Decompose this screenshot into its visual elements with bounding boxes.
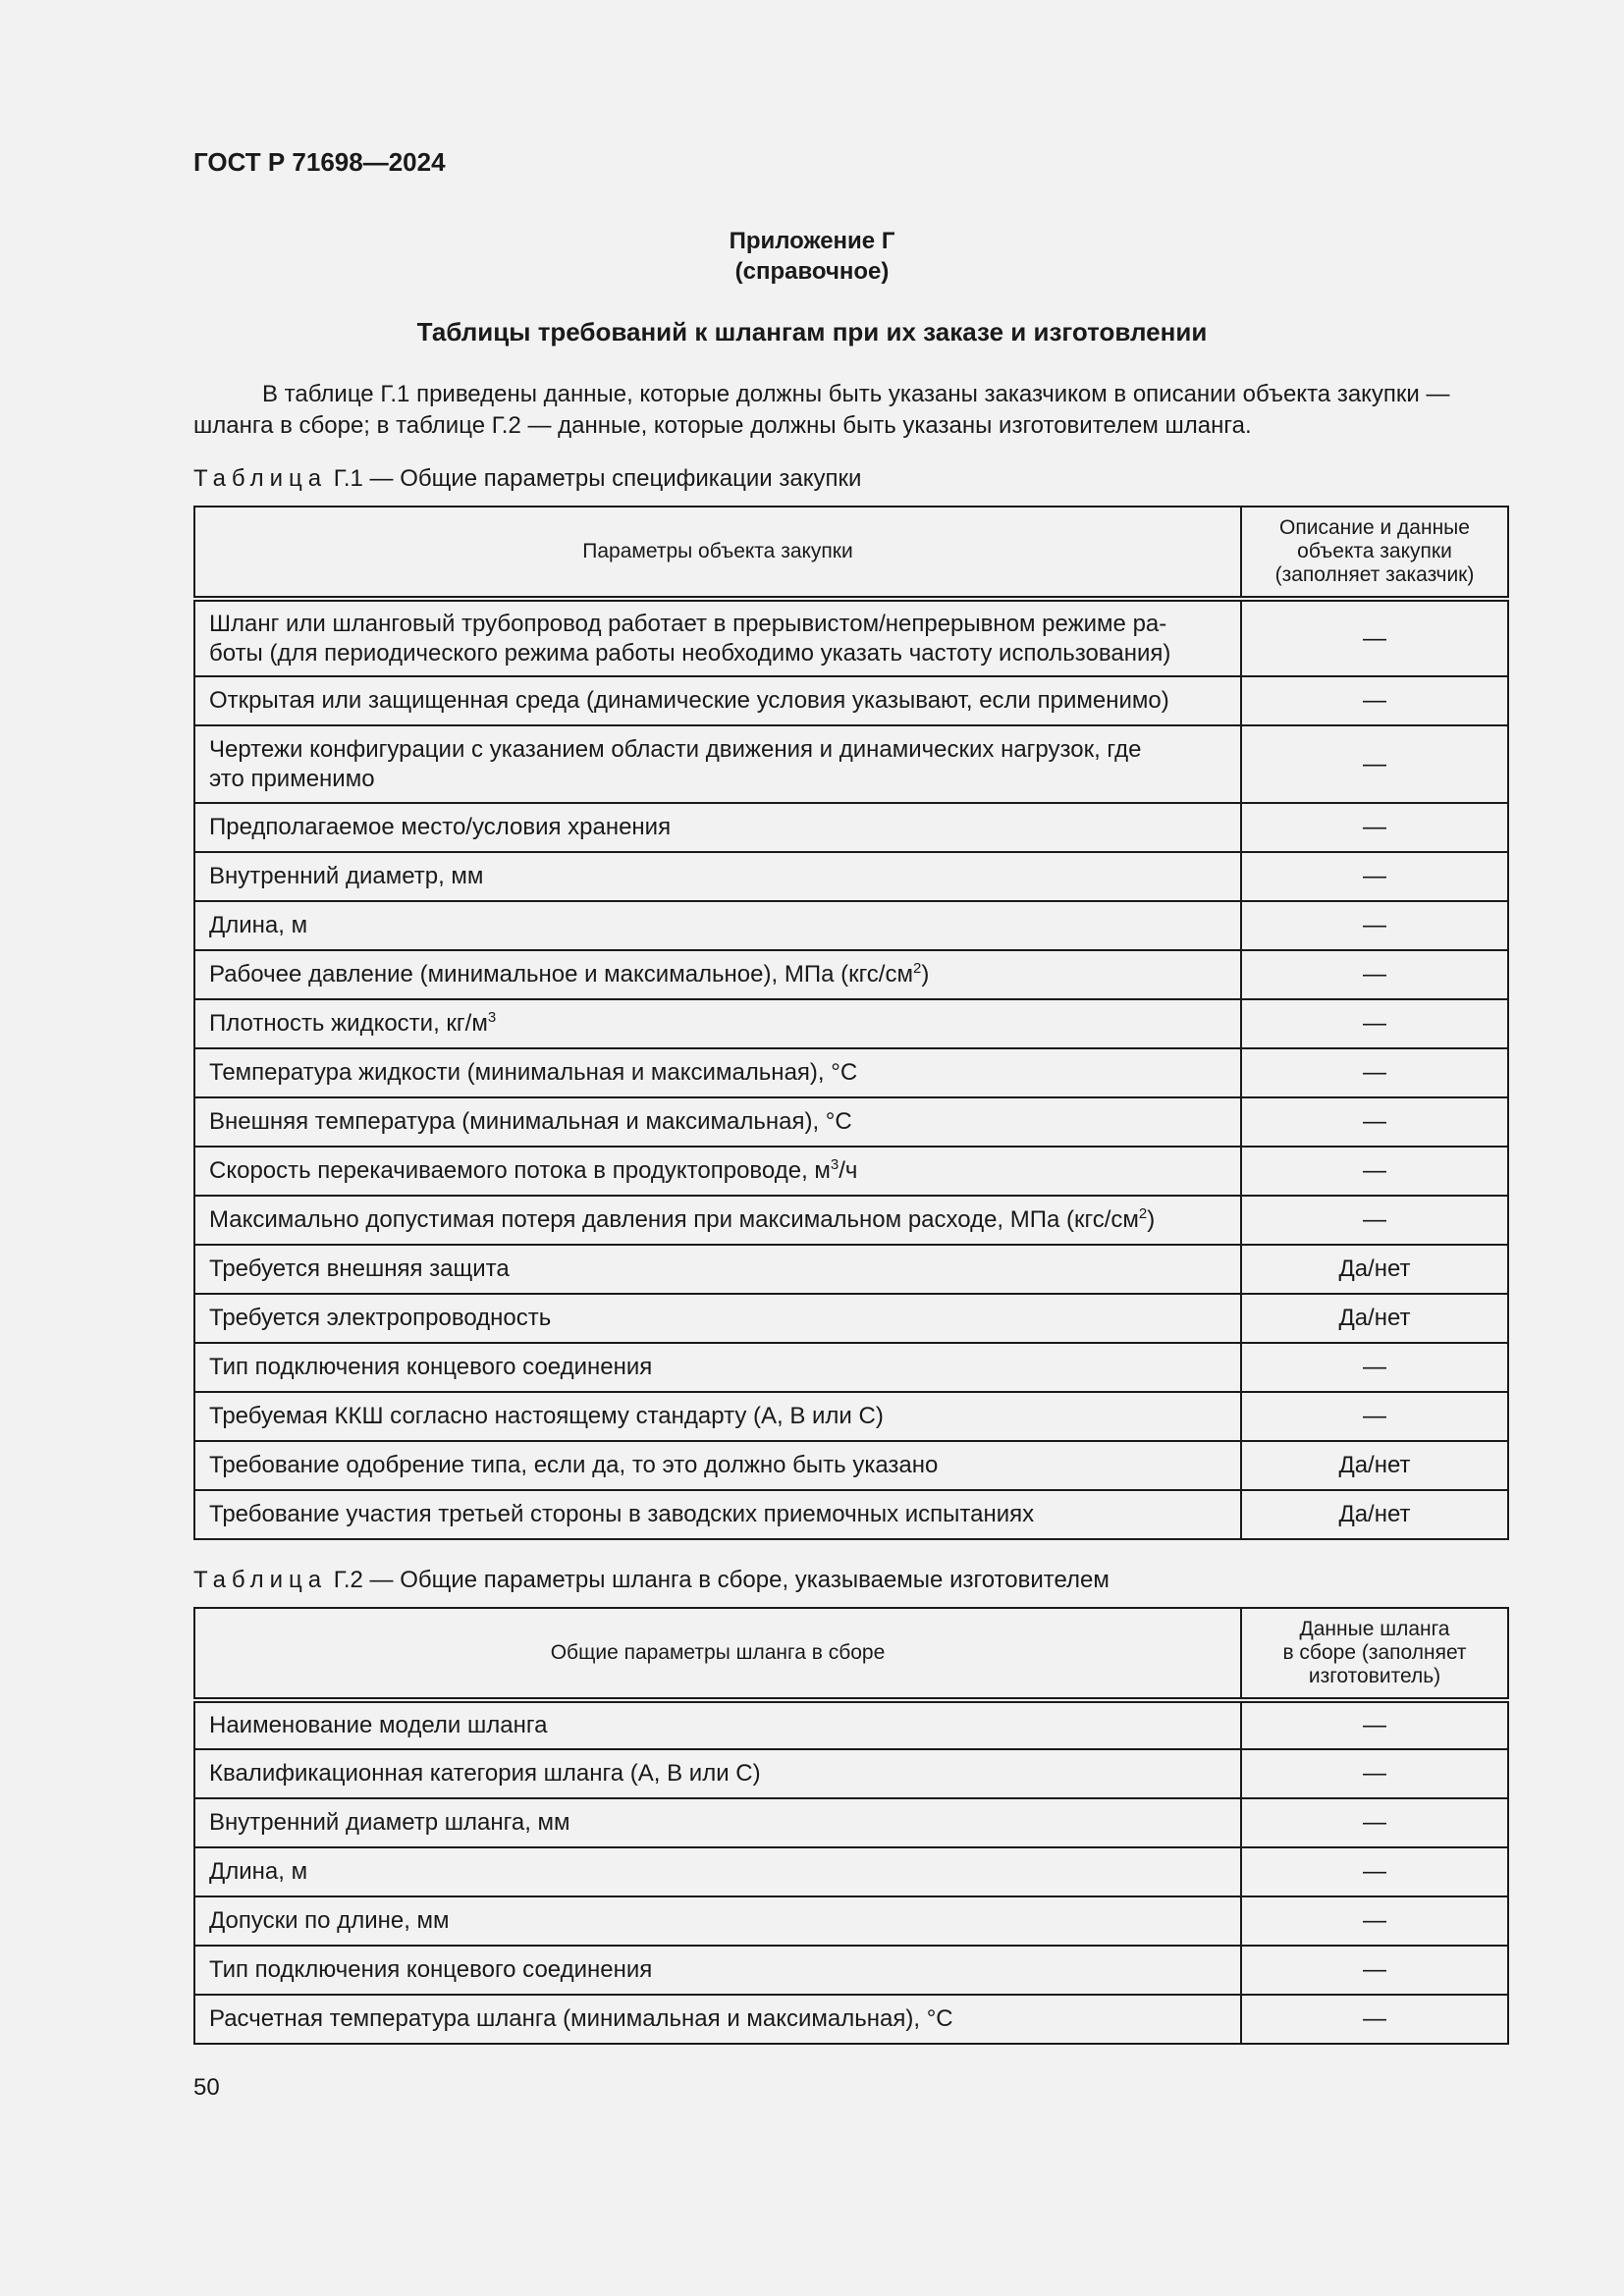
table-cell-value: —: [1241, 803, 1508, 852]
intro-line-1: В таблице Г.1 приведены данные, которые должны быть указаны заказчиком в описании объекта закупки —: [262, 381, 1450, 407]
cell-line: Шланг или шланговый трубопровод работает в прерывистом/непрерывном режиме ра-: [209, 610, 1167, 637]
table2-caption-text: Г.2 — Общие параметры шланга в сборе, указываемые изготовителем: [333, 1567, 1110, 1593]
cell-line: боты (для периодического режима работы необходимо указать частоту использования): [209, 639, 1171, 667]
table-row: [194, 1700, 1508, 1749]
table-row: [194, 1946, 1508, 1995]
table-cell-value: Да/нет: [1241, 1441, 1508, 1490]
page-number: 50: [193, 2074, 220, 2101]
table-row: [194, 1896, 1508, 1946]
table1-header-value-line: (заполняет заказчик): [1274, 563, 1475, 586]
table-cell-value: —: [1241, 901, 1508, 950]
section-title: Таблицы требований к шлангам при их заказе и изготовлении: [416, 317, 1208, 347]
table-cell-param: Длина, м: [194, 901, 1241, 950]
cell-text: ): [1147, 1206, 1156, 1233]
table-row: [194, 1392, 1508, 1441]
table2-header-value-line: Данные шланга: [1299, 1618, 1450, 1640]
table-cell-param: Температура жидкости (минимальная и максимальная), °С: [194, 1048, 1241, 1097]
table-cell-param: Внутренний диаметр шланга, мм: [194, 1798, 1241, 1847]
appendix-title: Приложение Г: [729, 228, 895, 254]
document-id: ГОСТ Р 71698—2024: [193, 147, 446, 177]
table-row: [194, 725, 1508, 803]
table1-header-row: [194, 507, 1508, 599]
table-row: [194, 950, 1508, 999]
table-cell-value: —: [1241, 1392, 1508, 1441]
table-cell-value: —: [1241, 1896, 1508, 1946]
intro-line-2: шланга в сборе; в таблице Г.2 — данные, которые должны быть указаны изготовителем шланга.: [193, 412, 1252, 439]
table-cell-param: [194, 1147, 1241, 1196]
table-cell-param: [194, 999, 1241, 1048]
table-row: [194, 1798, 1508, 1847]
table2-header-value-line: изготовитель): [1308, 1665, 1441, 1687]
table-cell-value: —: [1241, 1946, 1508, 1995]
table-cell-value: —: [1241, 1097, 1508, 1147]
table1: [193, 506, 1509, 1540]
table-cell-value: —: [1241, 1700, 1508, 1749]
table-cell-param: Тип подключения концевого соединения: [194, 1343, 1241, 1392]
superscript: 3: [487, 1009, 497, 1026]
table-cell-param: Квалификационная категория шланга (А, В или С): [194, 1749, 1241, 1798]
table-row: [194, 1441, 1508, 1490]
table-cell-value: —: [1241, 1798, 1508, 1847]
appendix-kind: (справочное): [734, 258, 890, 285]
table-row: [194, 1490, 1508, 1539]
table-cell-value: Да/нет: [1241, 1245, 1508, 1294]
table-cell-value: —: [1241, 599, 1508, 676]
table-cell-param: Требование одобрение типа, если да, то это должно быть указано: [194, 1441, 1241, 1490]
table-row: [194, 1147, 1508, 1196]
table1-caption-word: Таблица: [193, 465, 328, 492]
table2-header-value-line: в сборе (заполняет: [1282, 1641, 1467, 1664]
table-row: [194, 1294, 1508, 1343]
table-row: [194, 1097, 1508, 1147]
cell-text: /ч: [839, 1157, 858, 1184]
table-cell-param: Требуемая ККШ согласно настоящему стандарту (А, В или С): [194, 1392, 1241, 1441]
table-cell-value: —: [1241, 1995, 1508, 2044]
table-row: [194, 1196, 1508, 1245]
table-row: [194, 676, 1508, 725]
table1-caption: [193, 465, 861, 493]
cell-line: Чертежи конфигурации с указанием области движения и динамических нагрузок, где: [209, 735, 1142, 763]
table-row: [194, 1847, 1508, 1896]
intro-paragraph: [193, 379, 1509, 442]
table2-caption: [193, 1567, 1110, 1594]
table-cell-param: Наименование модели шланга: [194, 1700, 1241, 1749]
table-cell-value: —: [1241, 1749, 1508, 1798]
table-cell-param: Тип подключения концевого соединения: [194, 1946, 1241, 1995]
table1-caption-text: Г.1 — Общие параметры спецификации закупки: [333, 465, 862, 492]
table-cell-value: Да/нет: [1241, 1490, 1508, 1539]
table-row: [194, 599, 1508, 676]
table-row: [194, 1995, 1508, 2044]
table1-header-param: Параметры объекта закупки: [194, 507, 1241, 599]
table-cell-value: —: [1241, 950, 1508, 999]
cell-text: Плотность жидкости, кг/м: [209, 1010, 488, 1037]
table-row: [194, 1048, 1508, 1097]
superscript: 2: [912, 960, 922, 977]
table-cell-param: Допуски по длине, мм: [194, 1896, 1241, 1946]
table1-header-value-line: Описание и данные: [1279, 516, 1470, 539]
table-row: [194, 852, 1508, 901]
table-cell-param: Внутренний диаметр, мм: [194, 852, 1241, 901]
table-cell-param: [194, 1196, 1241, 1245]
table-row: [194, 901, 1508, 950]
table-cell-param: Предполагаемое место/условия хранения: [194, 803, 1241, 852]
table-cell-param: [194, 599, 1241, 676]
table-cell-value: —: [1241, 1048, 1508, 1097]
superscript: 3: [830, 1156, 839, 1173]
table-row: [194, 803, 1508, 852]
table-cell-value: —: [1241, 1847, 1508, 1896]
table-cell-value: Да/нет: [1241, 1294, 1508, 1343]
table-row: [194, 1749, 1508, 1798]
table-cell-value: —: [1241, 676, 1508, 725]
table2-caption-word: Таблица: [193, 1567, 328, 1593]
table-cell-param: Внешняя температура (минимальная и максимальная), °С: [194, 1097, 1241, 1147]
cell-text: Рабочее давление (минимальное и максимальное), МПа (кгс/см: [209, 961, 913, 988]
table-row: [194, 999, 1508, 1048]
table-cell-param: [194, 950, 1241, 999]
table1-header-value-line: объекта закупки: [1297, 540, 1452, 562]
table-cell-value: —: [1241, 725, 1508, 803]
table-row: [194, 1245, 1508, 1294]
table-cell-value: —: [1241, 1343, 1508, 1392]
table-cell-value: —: [1241, 999, 1508, 1048]
table-cell-param: Требуется электропроводность: [194, 1294, 1241, 1343]
cell-line: это применимо: [209, 765, 375, 792]
table-cell-value: —: [1241, 1196, 1508, 1245]
table-cell-value: —: [1241, 1147, 1508, 1196]
table1-header-value: [1241, 507, 1508, 599]
table2-header-param: Общие параметры шланга в сборе: [194, 1608, 1241, 1700]
table2-header-row: [194, 1608, 1508, 1700]
cell-text: Скорость перекачиваемого потока в продуктопроводе, м: [209, 1157, 831, 1184]
table-cell-param: Открытая или защищенная среда (динамические условия указывают, если применимо): [194, 676, 1241, 725]
table-cell-param: Требование участия третьей стороны в заводских приемочных испытаниях: [194, 1490, 1241, 1539]
table-cell-param: Длина, м: [194, 1847, 1241, 1896]
superscript: 2: [1138, 1205, 1148, 1222]
table-cell-param: [194, 725, 1241, 803]
table-row: [194, 1343, 1508, 1392]
table2: [193, 1607, 1509, 2045]
cell-text: ): [921, 961, 930, 988]
cell-text: Максимально допустимая потеря давления при максимальном расходе, МПа (кгс/см: [209, 1206, 1139, 1233]
table-cell-param: Требуется внешняя защита: [194, 1245, 1241, 1294]
table-cell-value: —: [1241, 852, 1508, 901]
table2-header-value: [1241, 1608, 1508, 1700]
table-cell-param: Расчетная температура шланга (минимальная и максимальная), °С: [194, 1995, 1241, 2044]
